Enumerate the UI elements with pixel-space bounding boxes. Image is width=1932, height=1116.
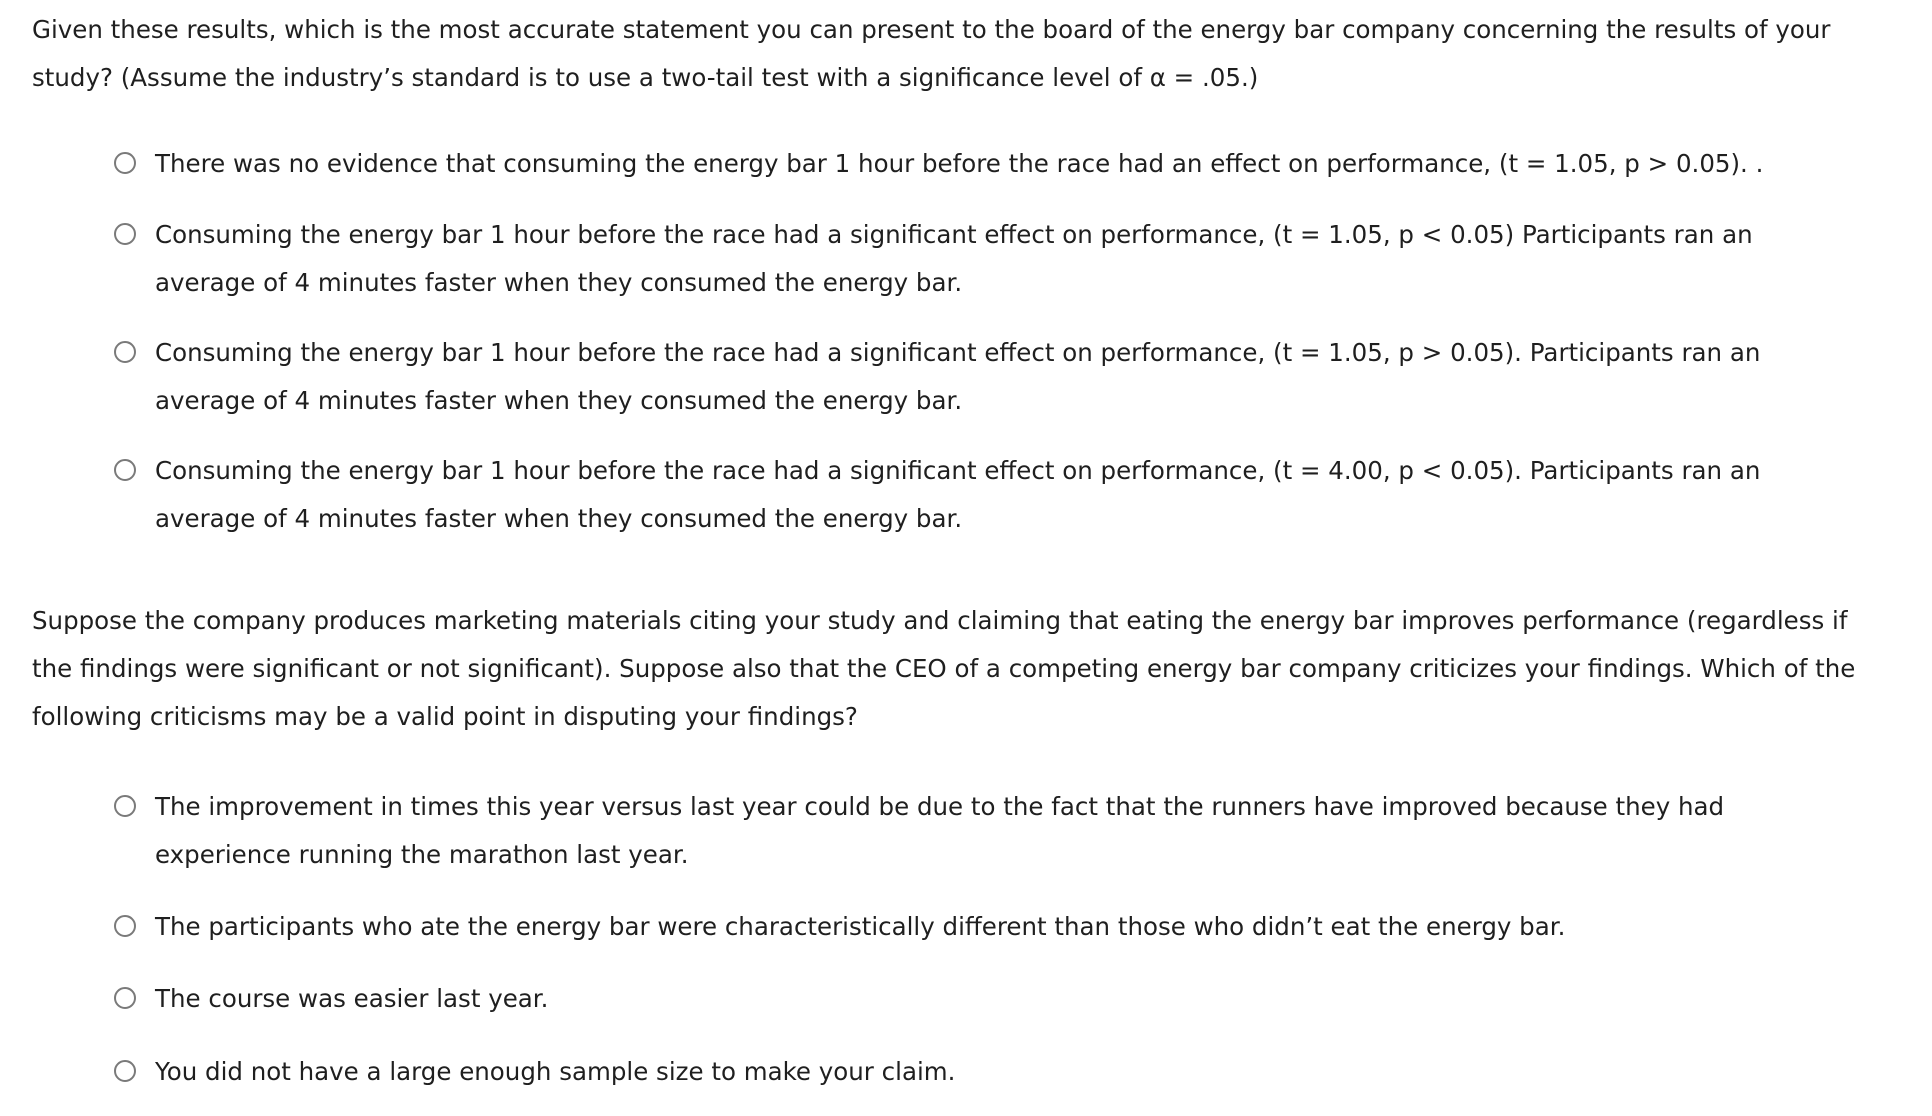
radio-button[interactable] <box>114 223 136 245</box>
q2-option-2[interactable] <box>114 903 1814 951</box>
q1-option-4[interactable] <box>114 447 1814 543</box>
option-label: The course was easier last year. <box>155 984 549 1013</box>
radio-button[interactable] <box>114 1060 136 1082</box>
radio-button[interactable] <box>114 987 136 1009</box>
option-label: You did not have a large enough sample size to make your claim. <box>155 1057 956 1086</box>
radio-button[interactable] <box>114 915 136 937</box>
option-label: Consuming the energy bar 1 hour before the race had a significant effect on performance, (t = 1.05, p > 0.05). Participants ran an average of 4 minutes faster when they consumed the energy bar. <box>155 338 1761 415</box>
q2-option-1[interactable] <box>114 783 1814 879</box>
question-1-prompt: Given these results, which is the most accurate statement you can present to the board of the energy bar company concerning the results of your study? (Assume the industry’s standard is to use a two-tail test with a significance level of α = .05.) <box>32 15 1831 92</box>
option-label: Consuming the energy bar 1 hour before the race had a significant effect on performance, (t = 4.00, p < 0.05). Participants ran an average of 4 minutes faster when they consumed the energy bar. <box>155 456 1761 533</box>
option-label: There was no evidence that consuming the energy bar 1 hour before the race had an effect on performance, (t = 1.05, p > 0.05). . <box>155 149 1764 178</box>
radio-button[interactable] <box>114 152 136 174</box>
q1-option-3[interactable] <box>114 329 1814 425</box>
radio-button[interactable] <box>114 341 136 363</box>
question-2-prompt: Suppose the company produces marketing materials citing your study and claiming that eating the energy bar improves performance (regardless if the findings were significant or not significant). Suppose also that the CEO of a competing energy bar company criticizes your findings. Which of the following criticisms may be a valid point in disputing your findings? <box>32 606 1856 731</box>
option-label: Consuming the energy bar 1 hour before the race had a significant effect on performance, (t = 1.05, p < 0.05) Participants ran an average of 4 minutes faster when they consumed the energy bar. <box>155 220 1753 297</box>
q1-option-2[interactable] <box>114 211 1814 307</box>
option-label: The participants who ate the energy bar were characteristically different than those who didn’t eat the energy bar. <box>155 912 1566 941</box>
radio-button[interactable] <box>114 459 136 481</box>
radio-button[interactable] <box>114 795 136 817</box>
q2-option-3[interactable] <box>114 975 1814 1023</box>
option-label: The improvement in times this year versus last year could be due to the fact that the runners have improved because they had experience running the marathon last year. <box>155 792 1725 869</box>
q1-option-1[interactable] <box>114 140 1814 188</box>
q2-option-4[interactable] <box>114 1048 1814 1096</box>
